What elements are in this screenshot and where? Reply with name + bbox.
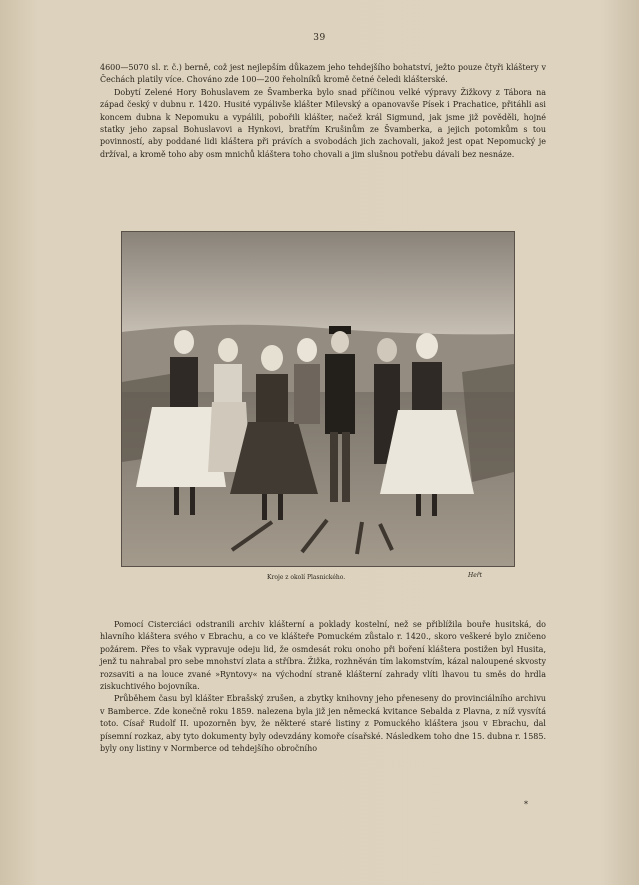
paragraph: Pomocí Cisterciáci odstranili archiv klášterní a poklady kostelní, než se přiblížila bouře husitská, do hlavního kláštera svého v Ebrachu, a co ve klášteře Pomuckém zůstalo r. 1420., skoro veškeré bylo zničeno požárem. Přes to však vypravuje odeju lid, že osmdesát roku onoho při boření kláštera postižen byl Husita, jenž tu nahrabal pro sebe mnohství zlata a stříbra. Žižka, rozhněván tím lakomstvím, kázal naloupené skvosty rozsaviti a na louce zvané »Ryntovy« na východní straně klášterní zahrady vlíti lhavou tu směs do hrdla ziskuchtivého bojovníka. <box>100 620 546 692</box>
folk-costume-photograph <box>121 231 515 567</box>
caption-text: Kroje z okolí Plasnického. <box>267 574 346 581</box>
paragraph: Dobytí Zelené Hory Bohuslavem ze Švamberka bylo snad příčinou velké výpravy Žižkovy z Tábora na západ český v dubnu r. 1420. Husité vypálivše klášter Milevský a opanovavše Písek i Prachatice, přitáhli asi koncem dubna k Nepomuku a vypálili, pobořili klášter, načež král Sigmund, jak jsme již pověděli, hojné statky jeho zapsal Bohuslavovi a Hynkovi, bratřím Krušinům ze Švamberka, a jejich potomkům s tou povinností, aby poddané lidi kláštera při právích a svobodách jich zachovali, jakož jest opat Nepomucký je držíval, a kromě toho aby osm mnichů kláštera toho chovali a jim slušnou potřebu dávali bez nesnáze. <box>100 87 546 159</box>
paragraph: 4600—5070 sl. r. č.) berně, což jest nejlepším důkazem jeho tehdejšího bohatství, ježto pouze čtyři kláštery v Čechách platily více. Chováno zde 100—200 řeholníků kromě četné čeledi klášterské. <box>100 63 546 85</box>
bottom-text-block <box>100 619 546 755</box>
photo-illustration <box>122 232 514 566</box>
top-text-block <box>100 62 546 161</box>
caption-credit: Heřt <box>468 572 483 579</box>
paragraph: Průběhem času byl klášter Ebrašský zrušen, a zbytky knihovny jeho přeneseny do provinciálního archivu v Bamberce. Zde konečně roku 1859. nalezena byla již jen německá kvitance Sebalda z Plavna, z níž vysvítá toto. Císař Rudolf II. upozorněn byv, že některé staré listiny z Pomuckého kláštera jsou v Ebrachu, dal písemní rozkaz, aby tyto dokumenty byly odevzdány komoře císařské. Následkem toho dne 15. dubna r. 1585. byly ony listiny v Normberce od tehdejšího obročního <box>100 694 546 754</box>
bottom-mark: * <box>524 800 528 809</box>
woman-figure <box>294 338 320 424</box>
page-number: 39 <box>313 33 326 43</box>
